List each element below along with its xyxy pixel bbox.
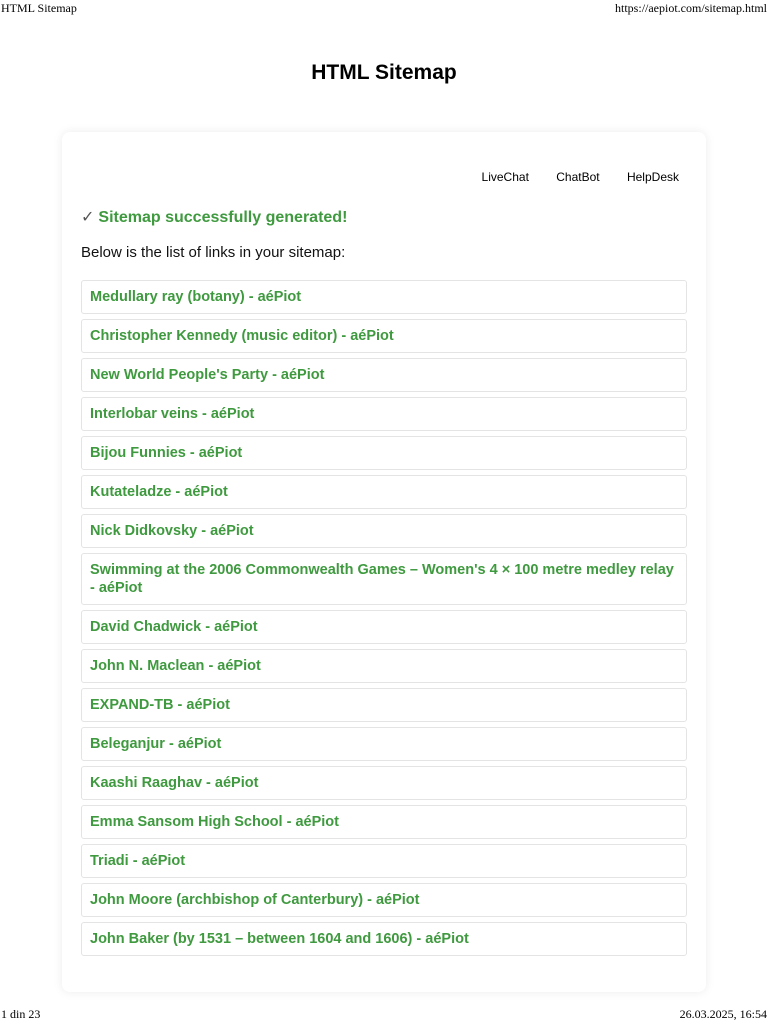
print-header	[0, 0, 768, 18]
sitemap-link[interactable]: New World People's Party - aéPiot	[90, 367, 325, 383]
intro-text: Below is the list of links in your sitemap:	[81, 244, 346, 261]
sitemap-link[interactable]: Swimming at the 2006 Commonwealth Games – Women's 4 × 100 metre medley relay - aéPiot	[90, 562, 674, 596]
list-item	[81, 805, 687, 839]
success-message	[81, 207, 347, 227]
list-item	[81, 727, 687, 761]
page-counter: 1 din 23	[1, 1007, 41, 1021]
list-item	[81, 844, 687, 878]
print-timestamp: 26.03.2025, 16:54	[679, 1007, 767, 1021]
sitemap-link[interactable]: David Chadwick - aéPiot	[90, 619, 258, 635]
sitemap-link[interactable]: EXPAND-TB - aéPiot	[90, 697, 230, 713]
list-item	[81, 319, 687, 353]
sitemap-link[interactable]: Beleganjur - aéPiot	[90, 736, 222, 752]
print-header-url: https://aepiot.com/sitemap.html	[615, 1, 767, 15]
print-header-title: HTML Sitemap	[1, 1, 77, 15]
sitemap-link[interactable]: John N. Maclean - aéPiot	[90, 658, 261, 674]
sitemap-link[interactable]: Nick Didkovsky - aéPiot	[90, 523, 254, 539]
sitemap-link[interactable]: Bijou Funnies - aéPiot	[90, 445, 243, 461]
print-footer	[0, 1006, 768, 1024]
list-item	[81, 766, 687, 800]
sitemap-link[interactable]: Interlobar veins - aéPiot	[90, 406, 255, 422]
list-item	[81, 358, 687, 392]
sitemap-link[interactable]: John Baker (by 1531 – between 1604 and 1606) - aéPiot	[90, 931, 469, 947]
sitemap-link[interactable]: Kaashi Raaghav - aéPiot	[90, 775, 259, 791]
list-item	[81, 436, 687, 470]
sitemap-card	[62, 132, 706, 992]
list-item	[81, 475, 687, 509]
nav-helpdesk-link[interactable]: HelpDesk	[626, 170, 679, 184]
nav-livechat-link[interactable]: LiveChat	[481, 170, 529, 184]
list-item	[81, 649, 687, 683]
list-item	[81, 553, 687, 605]
list-item	[81, 280, 687, 314]
nav-chatbot-link[interactable]: ChatBot	[556, 170, 600, 184]
list-item	[81, 883, 687, 917]
list-item	[81, 922, 687, 956]
success-text: Sitemap successfully generated!	[98, 209, 348, 226]
check-icon: ✓	[81, 209, 95, 226]
sitemap-link-list	[81, 280, 687, 961]
list-item	[81, 397, 687, 431]
sitemap-link[interactable]: Medullary ray (botany) - aéPiot	[90, 289, 302, 305]
sitemap-link[interactable]: Christopher Kennedy (music editor) - aéPiot	[90, 328, 394, 344]
list-item	[81, 688, 687, 722]
sitemap-link[interactable]: Emma Sansom High School - aéPiot	[90, 814, 339, 830]
sitemap-link[interactable]: John Moore (archbishop of Canterbury) - aéPiot	[90, 892, 420, 908]
sitemap-link[interactable]: Kutateladze - aéPiot	[90, 484, 228, 500]
page-title: HTML Sitemap	[311, 61, 457, 84]
list-item	[81, 514, 687, 548]
sitemap-link[interactable]: Triadi - aéPiot	[90, 853, 186, 869]
list-item	[81, 610, 687, 644]
top-nav	[458, 170, 679, 184]
